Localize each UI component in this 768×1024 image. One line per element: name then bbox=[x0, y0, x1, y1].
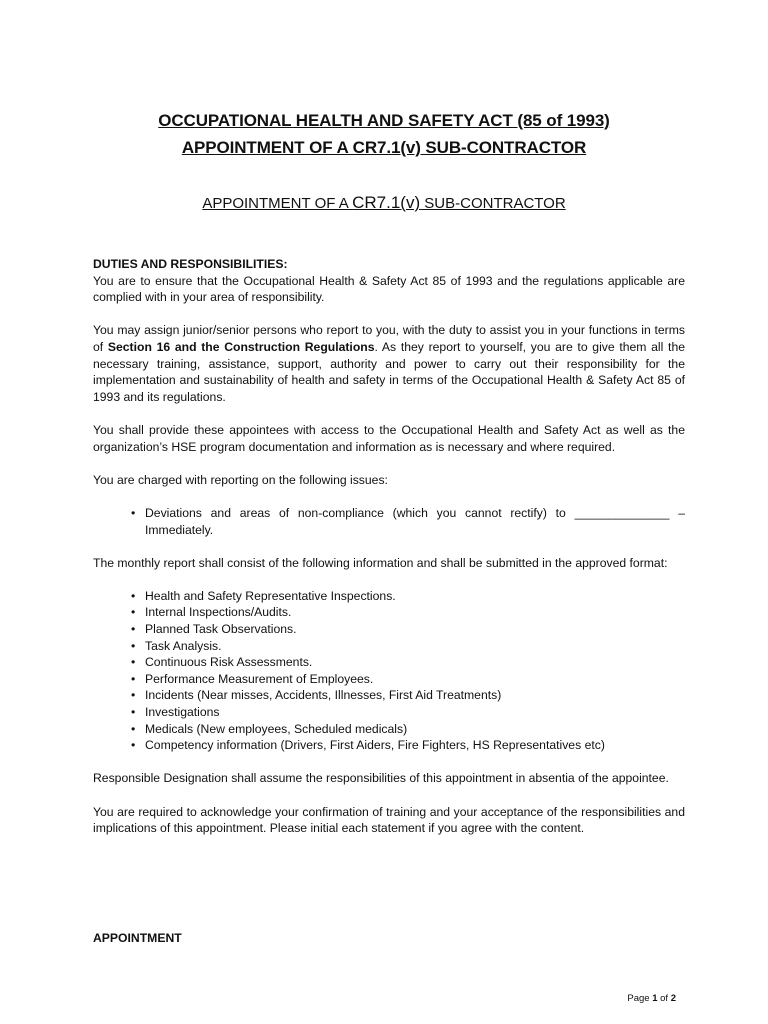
list-item: • Task Analysis. bbox=[145, 638, 685, 655]
subtitle-code: CR7.1(v) bbox=[352, 193, 421, 212]
list-item: • Planned Task Observations. bbox=[145, 621, 685, 638]
list-item: • Deviations and areas of non-compliance (which you cannot rectify) to ______________ – Immediately. bbox=[145, 505, 685, 538]
list-item: • Health and Safety Representative Inspections. bbox=[145, 588, 685, 605]
duties-paragraph-3: You shall provide these appointees with access to the Occupational Health and Safety Act as well as the organization’s HSE program documentation and information as is necessary and where required. bbox=[93, 422, 685, 454]
duties-heading: DUTIES AND RESPONSIBILITIES: bbox=[93, 257, 288, 271]
duties-paragraph-6: Responsible Designation shall assume the responsibilities of this appointment in absentia of the appointee. bbox=[93, 771, 669, 786]
p2-bold-reference: Section 16 and the Construction Regulations bbox=[107, 339, 375, 354]
appointment-title: APPOINTMENT OF A CR7.1(v) SUB-CONTRACTOR bbox=[181, 138, 587, 157]
page-current: 1 bbox=[652, 993, 658, 1004]
duties-section bbox=[93, 256, 685, 837]
duties-paragraph-2 bbox=[93, 322, 685, 405]
subtitle-prefix: APPOINTMENT OF A bbox=[202, 195, 353, 212]
list-item: • Incidents (Near misses, Accidents, Illnesses, First Aid Treatments) bbox=[145, 687, 685, 704]
p2-start: You may assign junior/senior persons who report to you, with the duty to assist you in your functions in terms of bbox=[93, 323, 685, 354]
appointment-heading: APPOINTMENT bbox=[93, 931, 182, 945]
p2-end: . As they report to yourself, you are to give them all the necessary training, assistance, support, authority and power to carry out their responsibility for the implementation and sustainability of health and safety in terms of the Occupational Health & Safety Act 85 of 1993 and its regulations. bbox=[93, 339, 685, 404]
page-number bbox=[627, 993, 676, 1004]
list-item: • Medicals (New employees, Scheduled medicals) bbox=[145, 721, 685, 738]
subtitle-suffix: SUB-CONTRACTOR bbox=[420, 195, 566, 212]
duties-paragraph-5: The monthly report shall consist of the following information and shall be submitted in the approved format: bbox=[93, 555, 668, 570]
list-item: • Performance Measurement of Employees. bbox=[145, 671, 685, 688]
list-item: • Internal Inspections/Audits. bbox=[145, 604, 685, 621]
of-word: of bbox=[657, 993, 671, 1004]
page-total: 2 bbox=[670, 993, 676, 1004]
page-word: Page bbox=[627, 993, 653, 1004]
duties-paragraph-7: You are required to acknowledge your confirmation of training and your acceptance of the responsibilities and implications of this appointment. Please initial each statement if you agree with the content. bbox=[93, 804, 685, 836]
report-items-list bbox=[93, 588, 685, 754]
duties-paragraph-1: You are to ensure that the Occupational Health & Safety Act 85 of 1993 and the regulations applicable are complied with in your area of responsibility. bbox=[93, 273, 685, 305]
act-title: OCCUPATIONAL HEALTH AND SAFETY ACT (85 of 1993) bbox=[158, 111, 610, 130]
list-item: • Investigations bbox=[145, 704, 685, 721]
issues-list bbox=[93, 505, 685, 538]
list-item: • Competency information (Drivers, First Aiders, Fire Fighters, HS Representatives etc) bbox=[145, 737, 685, 754]
duties-paragraph-4: You are charged with reporting on the following issues: bbox=[93, 472, 388, 487]
appointment-subtitle bbox=[0, 193, 768, 213]
list-item: • Continuous Risk Assessments. bbox=[145, 654, 685, 671]
